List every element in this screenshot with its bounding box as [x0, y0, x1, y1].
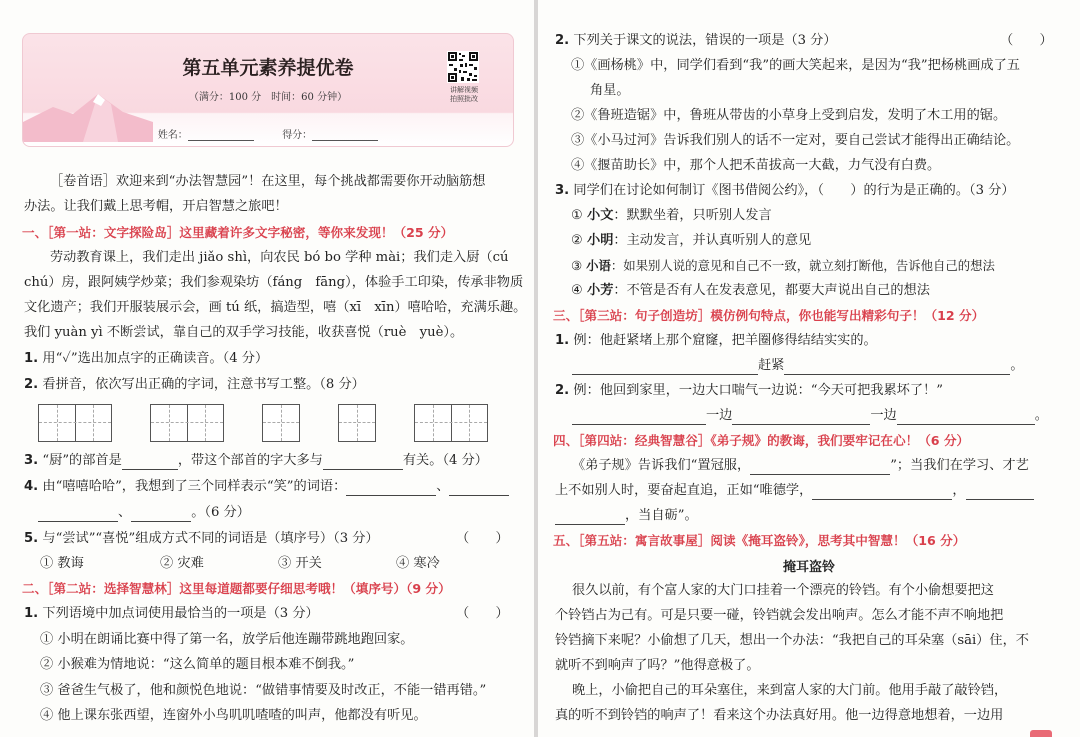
s1-question-4-cont	[38, 504, 250, 522]
laugh-word-blank-3[interactable]	[131, 507, 191, 522]
s2-q1-option-4[interactable]: ④ 他上课东张西望，连窗外小鸟叽叽喳喳的叫声，他都没有听见。	[40, 708, 427, 723]
option-text: ：默默坐着，只听别人发言	[613, 208, 772, 223]
q-number: 1.	[24, 606, 39, 621]
s4-line-3	[555, 507, 698, 525]
keyword: 一边	[706, 408, 733, 423]
option-text: ：主动发言，并认真听别人的意见	[613, 233, 812, 248]
q-text: 同学们在讨论如何制订《图书借阅公约》，（ ）的行为是正确的。（3 分）	[573, 183, 1015, 198]
q-text: 例：他赶紧堵上那个窟窿，把羊圈修得结结实实的。	[573, 333, 877, 348]
q-text: 与“尝试”“喜悦”组成方式不同的词语是（填序号）（3 分）	[42, 531, 379, 546]
writing-grid-5[interactable]	[414, 404, 488, 442]
passage-line-3: 文化遗产；我们开服装展示会，画 tú 纸，搞造型，嘻（xī xīn）嘻哈哈，充满乐趣。	[24, 300, 527, 315]
qr-code-icon[interactable]	[447, 51, 479, 83]
s2-q2-answer-paren[interactable]: （ ）	[1000, 33, 1053, 48]
name-score-row	[23, 126, 513, 141]
s2-question-1	[24, 605, 319, 623]
q-text: ，带这个部首的字大多与	[177, 453, 323, 468]
q-text: “厨”的部首是	[42, 453, 122, 468]
passage-line-1: 劳动教育课上，我们走出 jiǎo shì，向农民 bó bo 学种 mài；我们走入厨（cú	[50, 250, 509, 265]
s1-q5-option-3[interactable]: ③ 开关	[278, 556, 322, 571]
passage-line-2: chú）房，跟阿姨学炒菜；我们参观染坊（fáng fāng），体验手工印染，传承非物质	[24, 275, 524, 290]
section-1-title: 一、［第一站：文字探险岛］这里藏着许多文字秘密，等你来发现！（25 分）	[22, 225, 454, 240]
q-text: 下列关于课文的说法，错误的一项是（3 分）	[573, 33, 837, 48]
story-line-3: 铃铛摘下来呢？小偷想了几天，想出一个办法：“我把自己的耳朵塞（sāi）住，不	[555, 633, 1029, 648]
qr-caption-line-2: 拍照批改	[450, 95, 478, 103]
s3-question-1	[555, 332, 877, 350]
s4-blank-2[interactable]	[812, 485, 952, 500]
period: 。	[1034, 408, 1048, 423]
option-mark: ③	[571, 258, 583, 273]
s3-q2-blank-3[interactable]	[897, 410, 1035, 425]
option-mark: ④	[571, 283, 583, 298]
preface-line-1: ［卷首语］欢迎来到“办法智慧园”！在这里，每个挑战都需要你开动脑筋想	[50, 174, 486, 189]
q-number: 2.	[555, 33, 570, 48]
option-text: ：如果别人说的意见和自己不一致，就立刻打断他，告诉他自己的想法	[610, 258, 995, 273]
s1-question-5	[24, 530, 379, 548]
section-4-title: 四、［第四站：经典智慧谷］《弟子规》的教诲，我们要牢记在心！（6 分）	[553, 433, 970, 448]
s4-text: ，当自砺”。	[625, 508, 698, 523]
s2-q2-option-1[interactable]: ①《画杨桃》中，同学们看到“我”的画大笑起来，是因为“我”把杨桃画成了五	[571, 58, 1020, 73]
s3-q1-blank-2[interactable]	[784, 360, 1010, 375]
writing-grid-1[interactable]	[38, 404, 112, 442]
s2-q1-option-2[interactable]: ② 小猴难为情地说：“这么简单的题目根本难不倒我。”	[40, 657, 355, 672]
score-blank[interactable]	[312, 129, 378, 141]
section-5-title: 五、［第五站：寓言故事屋］阅读《掩耳盗铃》，思考其中智慧！（16 分）	[553, 533, 966, 548]
s3-q1-blank-1[interactable]	[572, 360, 758, 375]
s1-question-3	[24, 452, 488, 470]
writing-grid-3[interactable]	[262, 404, 300, 442]
q-text: 有关。（4 分）	[402, 453, 488, 468]
s1-q5-answer-paren[interactable]: （ ）	[456, 531, 509, 546]
s1-question-2	[24, 376, 365, 394]
s4-text: ”；当我们在学习、才艺	[890, 458, 1029, 473]
s1-q5-option-2[interactable]: ② 灾难	[160, 556, 204, 571]
s2-q1-option-1[interactable]: ① 小明在朗诵比赛中得了第一名，放学后他连蹦带跳地跑回家。	[40, 632, 414, 647]
meaning-blank[interactable]	[323, 455, 403, 470]
q-number: 5.	[24, 531, 39, 546]
s2-q2-option-1-cont: 角星。	[590, 83, 630, 98]
option-mark: ①	[571, 208, 583, 223]
laugh-word-blank-2b[interactable]	[38, 507, 118, 522]
q-number: 2.	[24, 377, 39, 392]
q-number: 3.	[24, 453, 39, 468]
laugh-word-blank-1[interactable]	[346, 481, 436, 496]
s3-q2-answer-line	[572, 407, 1048, 425]
option-mark: ②	[571, 233, 583, 248]
separator: 、	[118, 505, 132, 520]
s3-q2-blank-1[interactable]	[572, 410, 706, 425]
s4-text: 《弟子规》告诉我们“置冠服，	[572, 458, 751, 473]
s4-line-1	[572, 457, 1029, 475]
q-text: 例：他回到家里，一边大口喘气一边说：“今天可把我累坏了！”	[573, 383, 943, 398]
q-number: 1.	[555, 333, 570, 348]
story-line-2: 个铃铛占为己有。可是只要一碰，铃铛就会发出响声。怎么才能不声不响地把	[555, 608, 1004, 623]
q-number: 3.	[555, 183, 570, 198]
s1-question-4	[24, 478, 509, 496]
separator: 、	[436, 479, 450, 494]
s3-q1-answer-line	[572, 357, 1024, 375]
exam-subtitle: （满分：100 分 时间：60 分钟）	[188, 92, 348, 103]
s4-line-2	[555, 482, 1034, 500]
s4-text: 上不如别人时，要奋起直追，正如“唯德学，	[555, 483, 813, 498]
story-title: 掩耳盗铃	[782, 560, 835, 575]
s2-q3-option-4[interactable]	[571, 282, 930, 300]
writing-grid-2[interactable]	[150, 404, 224, 442]
s4-blank-4[interactable]	[555, 510, 625, 525]
s2-q2-option-2[interactable]: ②《鲁班造锯》中，鲁班从带齿的小草身上受到启发，发明了木工用的锯。	[571, 108, 1007, 123]
s4-text: ，	[952, 483, 966, 498]
q-number: 4.	[24, 479, 39, 494]
s2-q2-option-3[interactable]: ③《小马过河》告诉我们别人的话不一定对，要自己尝试才能得出正确结论。	[571, 133, 1020, 148]
story-line-6: 真的听不到铃铛的响声了！看来这个办法真好用。他一边得意地想着，一边用	[555, 708, 1004, 723]
q-text: 由“嘻嘻哈哈”，我想到了三个同样表示“笑”的词语：	[42, 479, 347, 494]
writing-grid-4[interactable]	[338, 404, 376, 442]
story-line-1: 很久以前，有个富人家的大门口挂着一个漂亮的铃铛。有个小偷想要把这	[572, 583, 994, 598]
option-name: 小文	[587, 208, 614, 223]
section-2-title: 二、［第二站：选择智慧林］这里每道题都要仔细思考哦！（填序号）（9 分）	[22, 581, 451, 596]
score-label: 得分：	[282, 130, 313, 141]
s4-blank-1[interactable]	[750, 460, 890, 475]
laugh-word-blank-2[interactable]	[449, 481, 509, 496]
option-name: 小语	[586, 258, 611, 273]
section-3-title: 三、［第三站：句子创造坊］模仿例句特点，你也能写出精彩句子！（12 分）	[553, 308, 985, 323]
preface-line-2: 办法。让我们戴上思考帽，开启智慧之旅吧！	[24, 199, 288, 214]
s2-q1-answer-paren[interactable]: （ ）	[456, 606, 509, 621]
page-corner-tab	[1030, 730, 1052, 737]
s2-q3-option-2[interactable]	[571, 232, 811, 250]
q-text: 看拼音，依次写出正确的字词，注意书写工整。（8 分）	[42, 377, 365, 392]
exam-header	[22, 33, 514, 147]
s2-question-2	[555, 32, 837, 50]
exam-title: 第五单元素养提优卷	[182, 57, 354, 79]
s3-q2-blank-2[interactable]	[732, 410, 870, 425]
s2-question-3	[555, 182, 1015, 200]
passage-line-4: 我们 yuàn yì 不断尝试，靠自己的双手学习技能，收获喜悦（ruè yuè）。	[24, 325, 464, 340]
s2-q2-option-4[interactable]: ④《揠苗助长》中，那个人把禾苗拔高一大截，力气没有白费。	[571, 158, 941, 173]
keyword: 一边	[870, 408, 897, 423]
q-text: 下列语境中加点词使用最恰当的一项是（3 分）	[42, 606, 319, 621]
q-number: 1.	[24, 351, 39, 366]
name-label: 姓名：	[157, 130, 188, 141]
s3-question-2	[555, 382, 943, 400]
q-number: 2.	[555, 383, 570, 398]
q-text: 用“✓”选出加点字的正确读音。（4 分）	[42, 351, 269, 366]
option-name: 小芳	[587, 283, 614, 298]
option-name: 小明	[587, 233, 614, 248]
name-blank[interactable]	[188, 129, 254, 141]
radical-blank[interactable]	[122, 455, 178, 470]
qr-caption	[443, 86, 485, 104]
story-line-5: 晚上，小偷把自己的耳朵塞住，来到富人家的大门前。他用手敲了敲铃铛，	[572, 683, 1008, 698]
keyword: 赶紧	[758, 358, 785, 373]
s4-blank-3[interactable]	[966, 485, 1034, 500]
story-line-4: 就听不到响声了吗？”他得意极了。	[555, 658, 760, 673]
qr-caption-line-1: 讲解视频	[450, 86, 478, 94]
s1-q5-option-4[interactable]: ④ 寒冷	[396, 556, 440, 571]
s2-q1-option-3[interactable]: ③ 爸爸生气极了，他和颜悦色地说：“做错事情要及时改正，不能一错再错。”	[40, 683, 487, 698]
period: 。	[1010, 358, 1024, 373]
s2-q3-option-1[interactable]	[571, 207, 772, 225]
s2-q3-option-3[interactable]	[571, 257, 995, 275]
s1-question-1	[24, 350, 268, 368]
option-text: ：不管是否有人在发表意见，都要大声说出自己的想法	[613, 283, 930, 298]
q-score: 。（6 分）	[191, 505, 250, 520]
s1-q5-option-1[interactable]: ① 教诲	[40, 556, 84, 571]
